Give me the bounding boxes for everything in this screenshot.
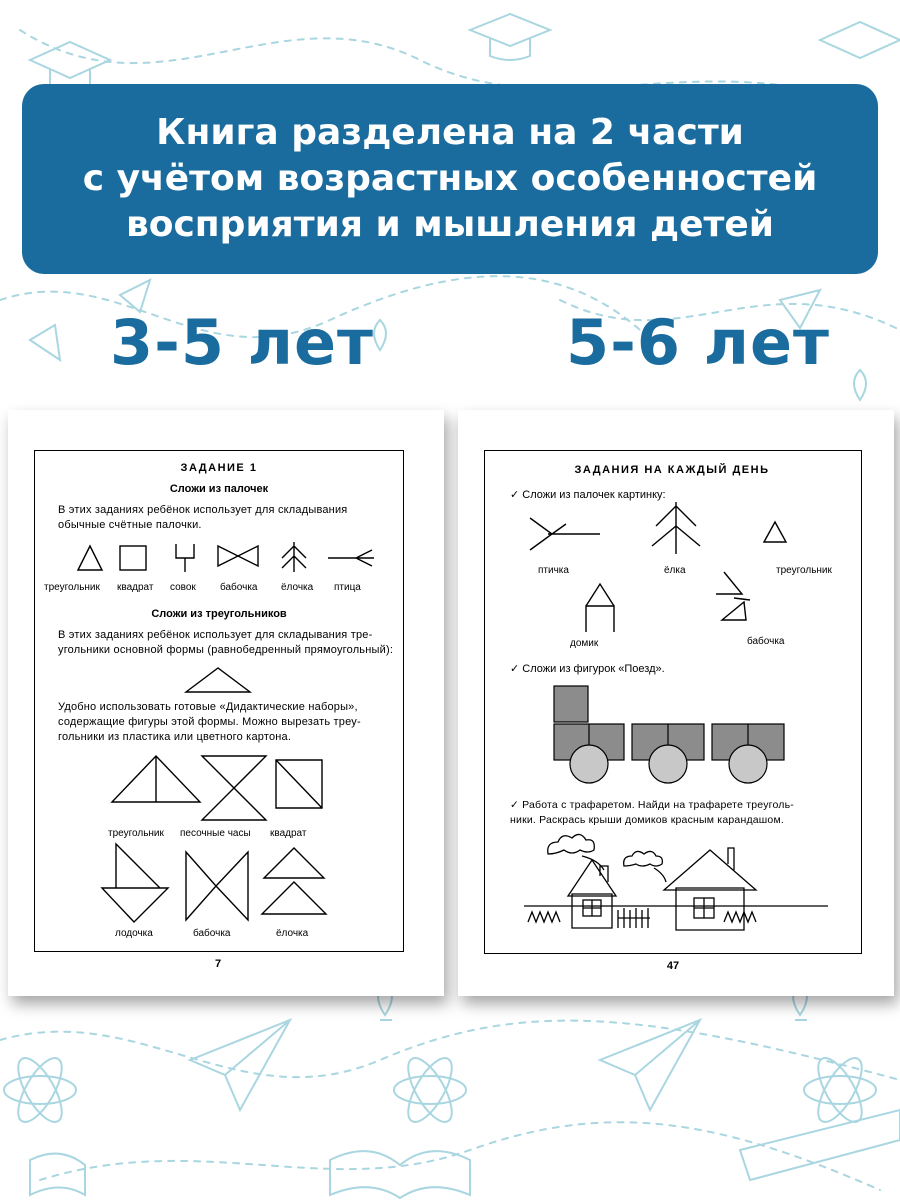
text-line: обычные счётные палочки. [58,519,202,531]
book-page-right [458,410,894,996]
stick-bird-picture [530,518,600,550]
text-line: гольники из пластика или цветного картона. [58,731,292,743]
text-line: В этих заданиях ребёнок использует для складывания тре- [58,629,373,641]
label-scoop: совок [170,582,196,593]
page-number-right: 47 [666,960,680,972]
section-title-triangles: Сложи из треугольников [151,608,287,620]
title-banner [22,84,878,274]
banner-line-1: Книга разделена на 2 части [156,112,744,153]
stencil-houses [518,830,838,940]
stick-fir [282,542,306,572]
section-text-sticks [58,503,398,533]
label-butterfly: бабочка [220,582,258,593]
stick-square [120,546,146,570]
stick-triangle-picture [764,522,786,542]
text-line: ники. Раскрась крыши домиков красным карандашом. [510,814,785,826]
cloud [624,851,666,882]
tri-square [276,760,322,808]
label-tri-butterfly: бабочка [193,928,231,939]
train-wheel [570,745,608,783]
stick-fir-picture [652,502,700,554]
section-text-kits [58,700,403,745]
base-triangle [184,666,254,696]
train-cabin [554,686,588,722]
stick-house [586,584,614,632]
tri-triangle [112,756,200,802]
tri-fir [262,848,326,914]
page-title: ЗАДАНИЯ НА КАЖДЫЙ ДЕНЬ [574,464,770,476]
task-train: ✓ Сложи из фигурок «Поезд». [510,663,665,675]
stick-scoop [176,544,194,572]
text-line: Удобно использовать готовые «Дидактические наборы», [58,701,358,713]
label-bird-picture: птичка [538,565,569,576]
task-sticks-picture: ✓ Сложи из палочек картинку: [510,489,666,501]
task-title: ЗАДАНИЕ 1 [180,462,258,474]
text-line: ✓ Работа с трафаретом. Найди на трафарете треуголь- [510,799,794,811]
text-line: угольники основной формы (равнобедренный прямоугольный): [58,644,394,656]
tri-hourglass [202,756,266,820]
label-hourglass: песочные часы [180,828,251,839]
house-small [568,860,616,928]
grass [528,912,560,922]
tri-boat [102,844,168,922]
stick-butterfly [218,546,258,566]
age-label-left: 3-5 лет [110,306,374,379]
grass [724,912,756,922]
text-line: В этих заданиях ребёнок использует для складывания [58,504,348,516]
label-tri-fir: ёлочка [276,928,309,939]
text-line: содержащие фигуры этой формы. Можно вырезать треу- [58,716,361,728]
train-wheel [649,745,687,783]
train-wheel [729,745,767,783]
label-boat: лодочка [115,928,153,939]
label-fir: ёлочка [281,582,314,593]
stick-bird [328,550,374,566]
tri-butterfly [186,852,248,920]
stick-pictures [518,502,858,652]
label-triangle-picture: треугольник [776,565,832,576]
train-figure [552,684,792,788]
stick-butterfly-picture [716,572,750,620]
age-label-right: 5-6 лет [566,306,830,379]
book-page-left [8,410,444,996]
label-tri-square: квадрат [270,828,307,839]
section-title-sticks: Сложи из палочек [169,483,269,495]
stick-figures-row [38,538,398,578]
triangle-figures-row-1 [108,754,338,824]
triangle-figures-row-2 [98,842,338,932]
label-triangle: треугольник [44,582,100,593]
page-number-left: 7 [214,958,222,970]
label-bird: птица [334,582,361,593]
label-house: домик [570,638,599,649]
banner-line-2: с учётом возрастных особенностей [82,158,818,199]
label-fir-picture: ёлка [664,565,686,576]
fence [618,908,650,928]
stick-triangle [78,546,102,570]
banner-line-3: восприятия и мышления детей [125,204,775,245]
label-butterfly-picture: бабочка [747,636,785,647]
label-tri-triangle: треугольник [108,828,164,839]
task-stencil [510,798,856,828]
label-square: квадрат [117,582,154,593]
section-text-triangles [58,628,403,658]
